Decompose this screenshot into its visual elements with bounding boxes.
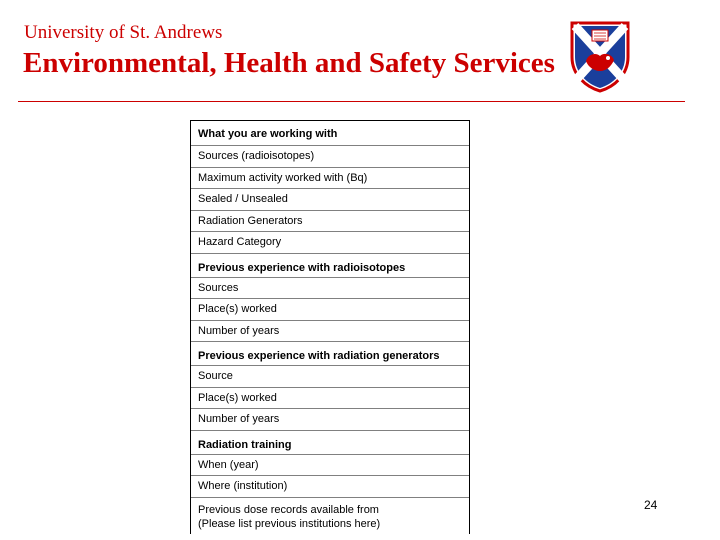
dose-records-row[interactable] [191, 498, 469, 534]
form-row[interactable]: Source [191, 366, 469, 388]
form-row[interactable]: When (year) [191, 455, 469, 477]
form-row[interactable]: Sealed / Unsealed [191, 189, 469, 211]
form-row[interactable]: Hazard Category [191, 232, 469, 254]
dose-records-line-1: Previous dose records available from [198, 503, 379, 516]
experience-form-table [190, 120, 470, 534]
department-title: Environmental, Health and Safety Services [23, 47, 555, 79]
form-row[interactable]: Sources [191, 278, 469, 300]
form-row[interactable]: Place(s) worked [191, 299, 469, 321]
section-heading-radioisotopes: Previous experience with radioisotopes [191, 254, 469, 278]
form-row[interactable]: Place(s) worked [191, 388, 469, 410]
form-row[interactable]: Number of years [191, 409, 469, 431]
form-row[interactable]: Where (institution) [191, 476, 469, 498]
section-heading-working-with: What you are working with [191, 121, 469, 146]
university-crest-icon [570, 21, 630, 93]
section-heading-radiation-training: Radiation training [191, 431, 469, 455]
header-rule [18, 101, 685, 102]
form-row[interactable]: Number of years [191, 321, 469, 343]
dose-records-line-2: (Please list previous institutions here) [198, 517, 381, 530]
form-row[interactable]: Maximum activity worked with (Bq) [191, 168, 469, 190]
form-row[interactable]: Sources (radioisotopes) [191, 146, 469, 168]
section-heading-radiation-generators: Previous experience with radiation generators [191, 342, 469, 366]
university-name: University of St. Andrews [24, 22, 223, 43]
form-row[interactable]: Radiation Generators [191, 211, 469, 233]
page-number: 24 [644, 498, 658, 512]
